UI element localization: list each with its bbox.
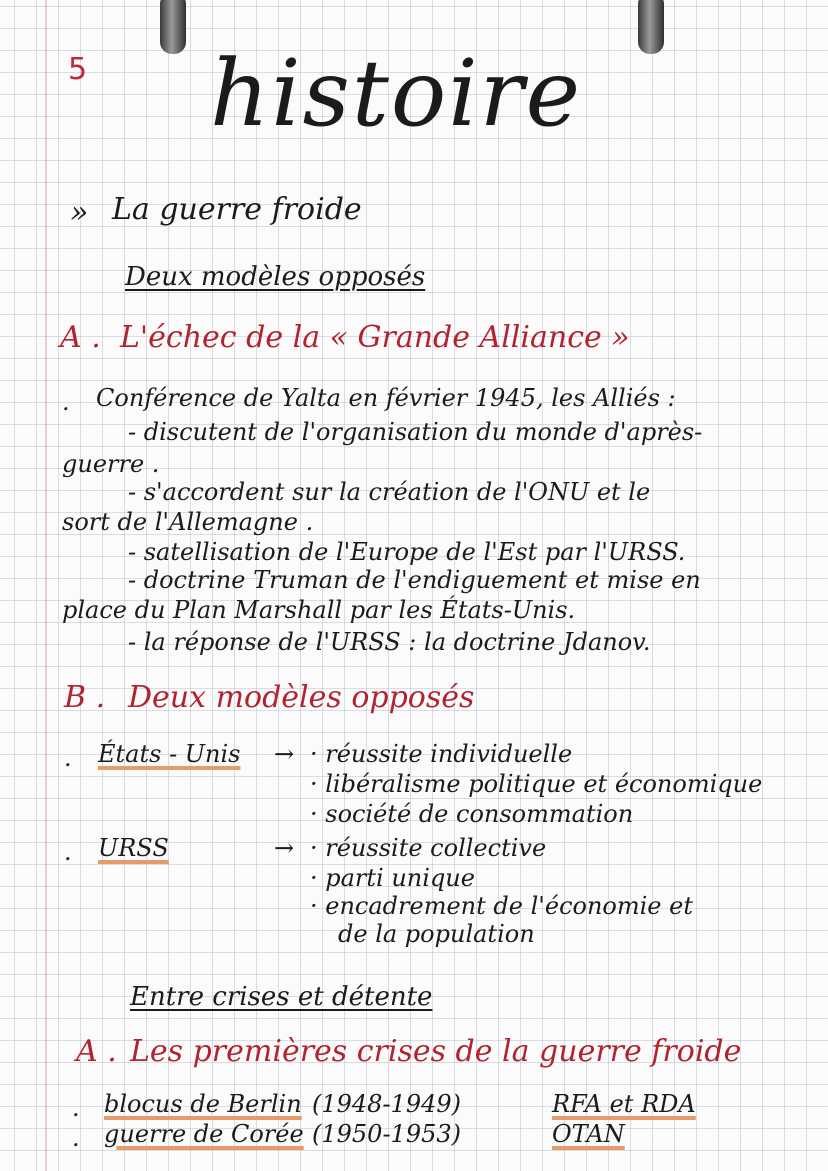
crisis-event-1: blocus de Berlin [104,1090,302,1118]
bullet: . [64,838,72,866]
bullet: . [62,388,70,416]
crisis-dates-1: (1948-1949) [312,1090,461,1118]
part-a-line-2: guerre . [62,450,160,478]
crisis-note-1: RFA et RDA [552,1090,696,1118]
bullet: . [64,744,72,772]
part-a-line-7: place du Plan Marshall par les États-Unis. [62,596,576,624]
chapter-marker: » [70,195,89,230]
chapter-title: La guerre froide [112,192,362,227]
margin-line [45,0,47,1171]
urss-point-3: · encadrement de l'économie et [310,892,693,920]
urss-arrow-icon: → [274,834,295,862]
part-b-letter: B . [64,680,106,715]
part-b-title: Deux modèles opposés [128,680,475,715]
usa-point-1: · réussite individuelle [310,740,573,768]
part-a-line-6: - doctrine Truman de l'endiguement et mise en [128,566,701,594]
part-a-line-8: - la réponse de l'URSS : la doctrine Jdanov. [128,628,651,656]
part-a2-title: Les premières crises de la guerre froide [130,1034,742,1069]
urss-point-2: · parti unique [310,864,475,892]
urss-label: URSS [98,834,169,862]
part-a-title: L'échec de la « Grande Alliance » [120,320,630,355]
bullet: . [72,1124,80,1152]
part-a2-letter: A . [76,1034,117,1069]
urss-point-1: · réussite collective [310,834,547,862]
binder-ring-right [638,0,664,54]
binder-ring-left [160,0,186,54]
part-a-line-5: - satellisation de l'Europe de l'Est par l'URSS. [128,538,686,566]
part-a-intro: Conférence de Yalta en février 1945, les Alliés : [96,384,676,412]
usa-point-2: · libéralisme politique et économique [310,770,763,798]
bullet: . [72,1094,80,1122]
crisis-event-2: guerre de Corée [104,1120,304,1148]
section-heading-1: Deux modèles opposés [125,262,426,292]
crisis-dates-2: (1950-1953) [312,1120,461,1148]
part-a-line-1: - discutent de l'organisation du monde d'après- [128,418,703,446]
part-a-line-4: sort de l'Allemagne . [62,508,314,536]
part-a-line-3: - s'accordent sur la création de l'ONU et le [128,478,651,506]
usa-arrow-icon: → [274,740,295,768]
page-number: 5 [68,52,88,87]
part-a-letter: A . [60,320,101,355]
page-title: histoire [210,40,583,147]
usa-point-3: · société de consommation [310,800,634,828]
crisis-note-2: OTAN [552,1120,625,1148]
usa-label: États - Unis [98,740,241,768]
urss-point-4: de la population [338,920,535,948]
section-heading-2: Entre crises et détente [130,982,433,1012]
